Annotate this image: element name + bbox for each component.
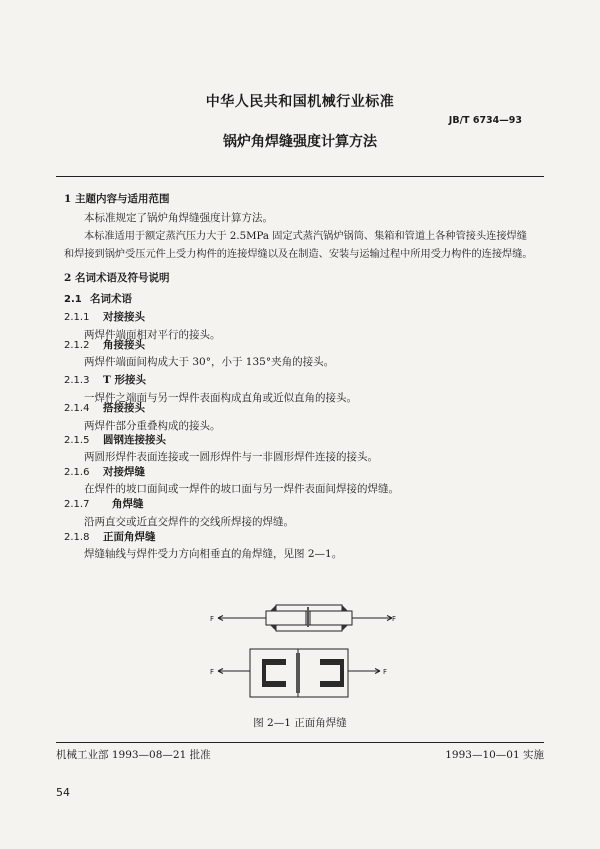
footer-divider [56,742,544,743]
term-group-number: 2.1 [64,294,82,305]
term-number: 2.1.2 [64,340,90,351]
plate-left-plan [250,649,298,697]
weld-beads-plan [262,653,344,693]
figure-caption: 图 2—1 正面角焊缝 [253,717,347,729]
term-number: 2.1.4 [64,403,90,414]
term-definition: 两焊件部分重叠构成的接头。 [84,420,221,432]
force-label-right-bottom: F [383,668,388,676]
term-name: 对接接头 [103,311,145,323]
term-group-label: 名词术语 [90,293,132,305]
term-definition: 在焊件的坡口面间或一焊件的坡口面与另一焊件表面间焊接的焊缝。 [84,483,399,495]
term-number: 2.1.8 [64,532,90,543]
header-divider [56,176,544,177]
term-number: 2.1.6 [64,467,90,478]
section-1-para-1: 本标准规定了锅炉角焊缝强度计算方法。 [84,212,273,224]
term-name: 角焊缝 [112,498,144,510]
term-name: 搭接接头 [103,402,145,414]
term-definition: 沿两直交或近直交焊件的交线所焊接的焊缝。 [84,516,294,528]
plate-left-top [266,611,310,625]
term-number: 2.1.1 [64,312,90,323]
force-label-left-bottom: F [210,668,215,676]
force-label-right-top: F [392,615,397,623]
term-number: 2.1.3 [64,375,90,386]
weld-beads-top [270,605,348,631]
term-definition: 焊缝轴线与焊件受力方向相垂直的角焊缝，见图 2—1。 [84,548,343,560]
section-2-heading: 2 名词术语及符号说明 [64,272,170,284]
force-label-left-top: F [210,615,215,623]
effective-date: 1993—10—01 实施 [445,749,544,761]
approval-date: 机械工业部 1993—08—21 批准 [56,749,211,761]
term-name: 圆钢连接接头 [103,434,166,446]
fillet-weld-figure [208,597,398,709]
document-title: 锅炉角焊缝强度计算方法 [223,134,377,150]
term-name: 角接接头 [103,339,145,351]
term-name: T 形接头 [103,374,146,386]
term-definition: 一焊件之端面与另一焊件表面构成直角或近似直角的接头。 [84,392,357,404]
term-name: 正面角焊缝 [103,531,156,543]
term-definition: 两焊件端面间构成大于 30°，小于 135°夹角的接头。 [84,356,335,368]
term-name: 对接焊缝 [103,466,145,478]
section-1-para-2-line-1: 本标准适用于额定蒸汽压力大于 2.5MPa 固定式蒸汽锅炉锅筒、集箱和管道上各种管接头连接焊缝 [84,231,527,242]
plate-right-top [306,611,352,625]
term-definition: 两焊件端面相对平行的接头。 [84,329,221,341]
term-number: 2.1.5 [64,435,90,446]
issuing-authority: 中华人民共和国机械行业标准 [205,94,395,110]
section-1-para-2-line-2: 和焊接到锅炉受压元件上受力构件的连接焊缝以及在制造、安装与运输过程中所用受力构件的连接焊缝。 [64,249,533,260]
page-number: 54 [56,786,70,799]
term-number: 2.1.7 [64,499,90,510]
standard-number: JB/T 6734—93 [448,115,522,126]
section-1-heading: 1 主题内容与适用范围 [64,193,170,205]
term-definition: 两圆形焊件表面连接或一圆形焊件与一非圆形焊件连接的接头。 [84,451,378,463]
